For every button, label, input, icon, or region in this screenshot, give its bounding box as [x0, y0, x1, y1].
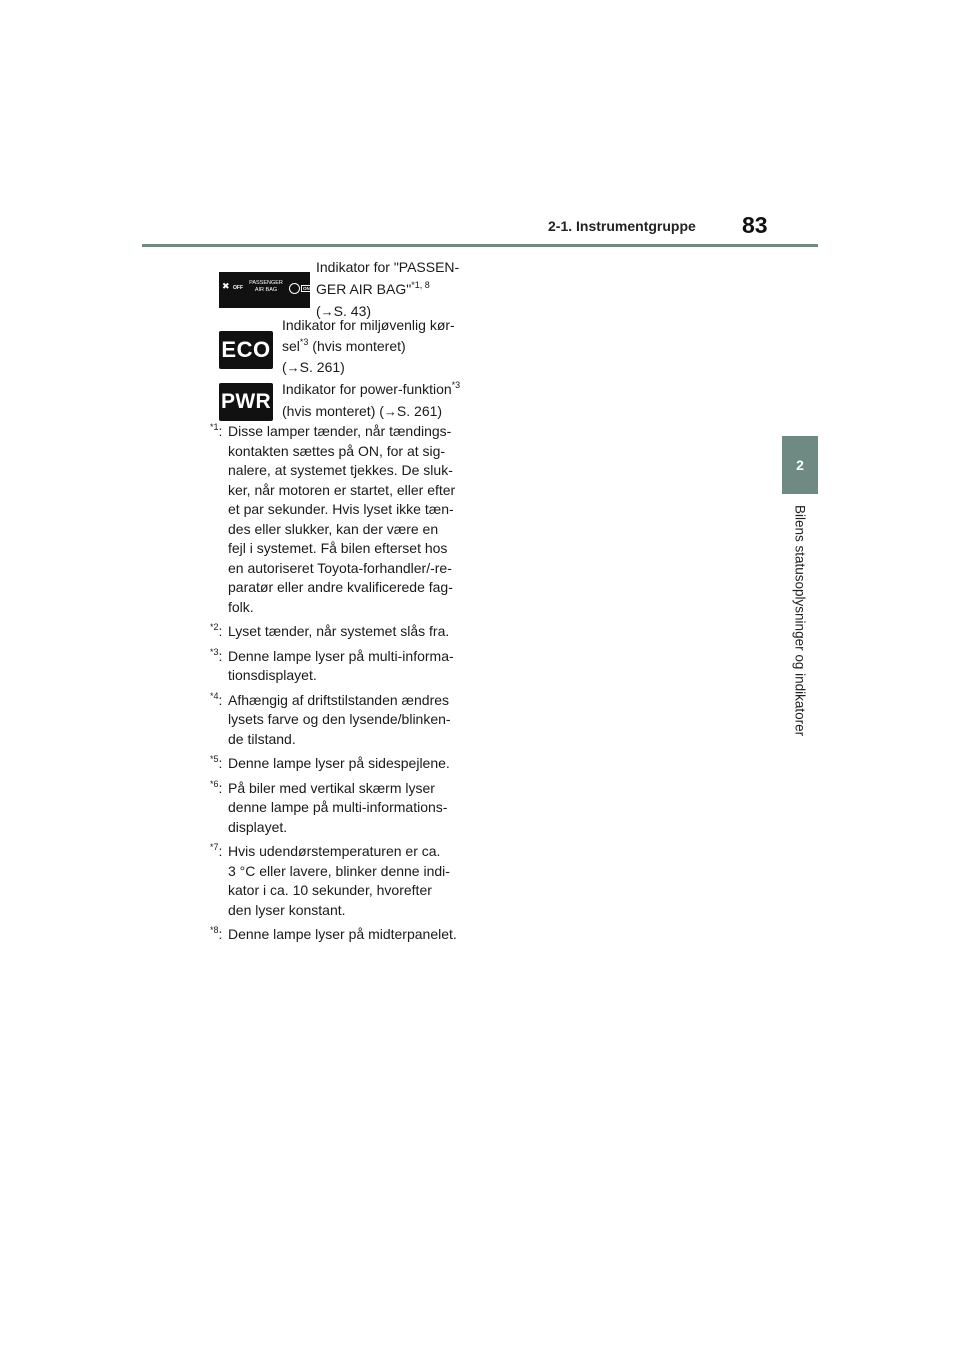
footnote-mark: $^{*3}$:	[210, 646, 223, 664]
page-reference: S. 43)	[333, 303, 372, 319]
footnote-mark: $^{*2}$:	[210, 622, 223, 639]
footnote-ref: *3	[451, 380, 461, 390]
page-reference: S. 261)	[396, 403, 443, 419]
airbag-off-label: OFF	[233, 285, 243, 291]
eco-description: Indikator for miljøvenlig kør- sel$^{*3}$ (hvis monteret) (→S. 261)	[282, 317, 455, 375]
footnote: $^{*4}$: Afhængig af driftstilstanden ændres lysets farve og den lysende/blinken- de tilstand.	[210, 690, 451, 747]
footnote-mark: $^{*8}$:	[210, 925, 223, 942]
footnote: $^{*2}$: Lyset tænder, når systemet slås fra.	[210, 622, 470, 642]
footnote: $^{*6}$: På biler med vertikal skærm lyser denne lampe på multi-informations- displayet.	[210, 778, 448, 835]
chapter-tab: 2	[782, 436, 818, 494]
airbag-on-label: ON	[303, 286, 310, 291]
footnote: $^{*1}$: Disse lamper tænder, når tændings- kontakten sættes på ON, for at sig- nalere, at systemet tjekkes. De sluk- ker, når motoren er startet, eller efter et par sekunder. Hvis lyset ikke tæn- des eller slukker, kan der være en fejl i systemet. Få bilen efterset hos en autoriseret Toyota-forhandler/-re- paratør eller andre kvalificerede fag- folk.	[210, 422, 456, 615]
airbag-on-person-icon	[289, 283, 300, 294]
footnote-ref: *3	[299, 337, 309, 347]
chapter-title: Bilens statusoplysninger og indikatorer	[792, 505, 808, 737]
passenger-airbag-description: Indikator for "PASSEN- GER AIR BAG"$^{*1, 8}$ (→S. 43)	[316, 259, 460, 319]
eco-indicator-icon: ECO	[219, 331, 273, 369]
footnote-mark: $^{*1}$:	[210, 422, 223, 439]
section-title: 2-1. Instrumentgruppe	[548, 218, 696, 234]
power-mode-indicator-icon: PWR	[219, 383, 273, 421]
footnote-mark: $^{*6}$:	[210, 778, 223, 796]
footnote-mark: $^{*4}$:	[210, 690, 223, 708]
arrow-right-icon: →	[383, 404, 397, 419]
airbag-passenger-label: PASSENGER AIR BAG	[249, 280, 283, 293]
footnote: $^{*7}$: Hvis udendørstemperaturen er ca. 3 °C eller lavere, blinker denne indi- kator i ca. 10 sekunder, hvorefter den lyser konstant.	[210, 842, 450, 918]
footnote: $^{*8}$: Denne lampe lyser på midterpanelet.	[210, 925, 470, 945]
page-number: 83	[742, 212, 768, 238]
page-reference: S. 261)	[299, 359, 345, 375]
footnotes-list	[210, 422, 470, 950]
header-divider	[142, 244, 818, 247]
arrow-right-icon: →	[286, 360, 300, 375]
airbag-person-icon: ✖	[222, 281, 230, 291]
footnote-mark: $^{*5}$:	[210, 754, 223, 771]
passenger-airbag-indicator-icon	[219, 272, 310, 308]
footnote-ref: *1, 8	[411, 280, 430, 290]
footnote-mark: $^{*7}$:	[210, 842, 223, 859]
arrow-right-icon: →	[320, 304, 334, 319]
power-mode-description: Indikator for power-funktion$^{*3}$ (hvis monteret) (→S. 261)	[282, 380, 461, 419]
footnote: $^{*5}$: Denne lampe lyser på sidespejlene.	[210, 754, 470, 774]
footnote: $^{*3}$: Denne lampe lyser på multi-informa- tionsdisplayet.	[210, 646, 454, 683]
